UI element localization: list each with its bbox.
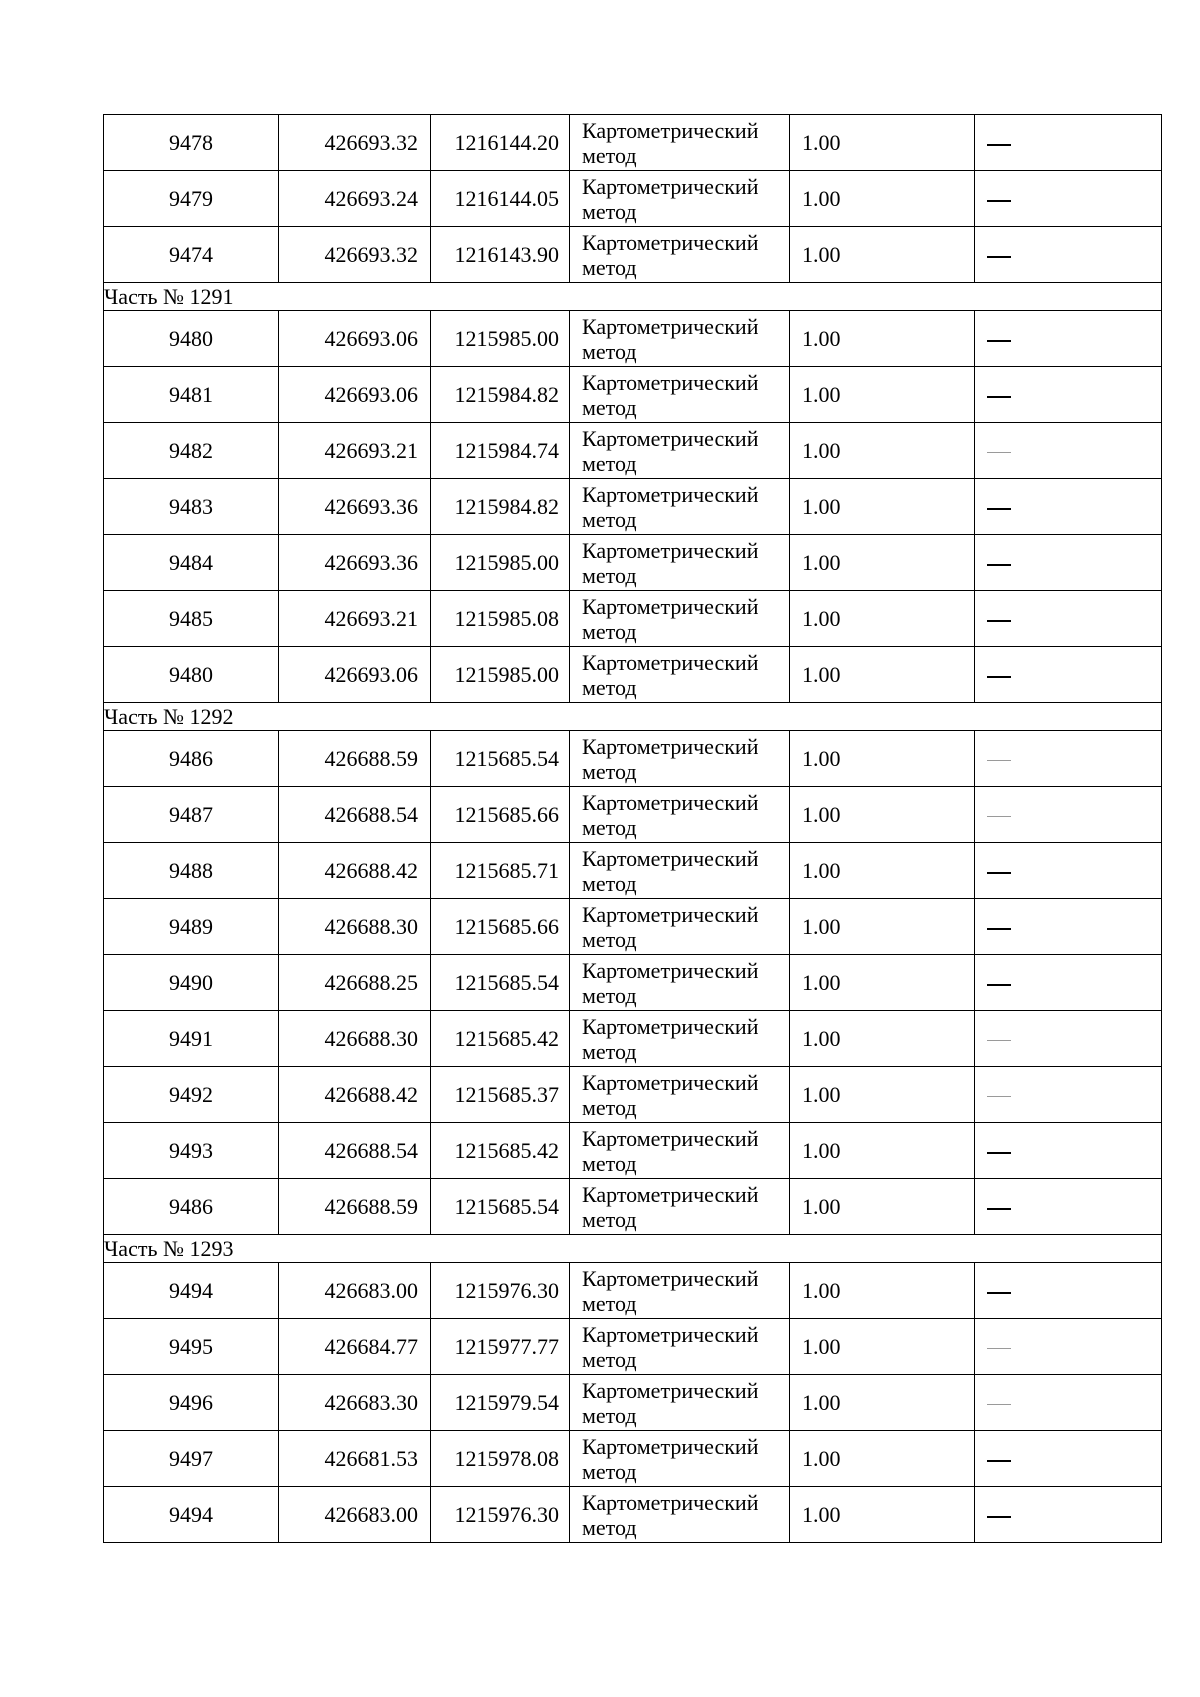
table-row (104, 423, 1162, 479)
table-row (104, 843, 1162, 899)
dash-mark (987, 1292, 1011, 1293)
table-row (104, 535, 1162, 591)
x-coordinate-cell: 426683.00 (279, 1487, 431, 1543)
accuracy-cell: 1.00 (790, 1263, 975, 1319)
method-cell: Картометрический метод (570, 535, 790, 591)
description-cell (975, 367, 1162, 423)
table-row (104, 1431, 1162, 1487)
x-coordinate-cell: 426693.06 (279, 367, 431, 423)
accuracy-cell: 1.00 (790, 1375, 975, 1431)
x-coordinate-cell: 426683.30 (279, 1375, 431, 1431)
dash-mark (987, 928, 1011, 929)
x-coordinate-cell: 426681.53 (279, 1431, 431, 1487)
accuracy-cell: 1.00 (790, 1319, 975, 1375)
point-number-cell: 9484 (104, 535, 279, 591)
point-number-cell: 9482 (104, 423, 279, 479)
table-row (104, 1067, 1162, 1123)
dash-mark (987, 816, 1011, 817)
accuracy-cell: 1.00 (790, 1431, 975, 1487)
description-cell (975, 227, 1162, 283)
section-row (104, 283, 1162, 311)
x-coordinate-cell: 426683.00 (279, 1263, 431, 1319)
coordinates-table-body (104, 115, 1162, 1543)
point-number-cell: 9495 (104, 1319, 279, 1375)
method-cell: Картометрический метод (570, 1319, 790, 1375)
dash-mark (987, 676, 1011, 677)
x-coordinate-cell: 426693.21 (279, 591, 431, 647)
accuracy-cell: 1.00 (790, 227, 975, 283)
point-number-cell: 9483 (104, 479, 279, 535)
description-cell (975, 1179, 1162, 1235)
accuracy-cell: 1.00 (790, 1487, 975, 1543)
method-cell: Картометрический метод (570, 479, 790, 535)
x-coordinate-cell: 426688.30 (279, 1011, 431, 1067)
dash-mark (987, 200, 1011, 201)
method-cell: Картометрический метод (570, 171, 790, 227)
y-coordinate-cell: 1215976.30 (431, 1263, 570, 1319)
point-number-cell: 9485 (104, 591, 279, 647)
y-coordinate-cell: 1216144.20 (431, 115, 570, 171)
method-cell: Картометрический метод (570, 1067, 790, 1123)
method-cell: Картометрический метод (570, 115, 790, 171)
y-coordinate-cell: 1215685.66 (431, 899, 570, 955)
accuracy-cell: 1.00 (790, 787, 975, 843)
x-coordinate-cell: 426693.06 (279, 311, 431, 367)
y-coordinate-cell: 1215985.08 (431, 591, 570, 647)
y-coordinate-cell: 1215685.71 (431, 843, 570, 899)
dash-mark (987, 872, 1011, 873)
point-number-cell: 9488 (104, 843, 279, 899)
y-coordinate-cell: 1215985.00 (431, 647, 570, 703)
point-number-cell: 9492 (104, 1067, 279, 1123)
accuracy-cell: 1.00 (790, 955, 975, 1011)
section-label: Часть № 1293 (104, 1235, 1162, 1263)
method-cell: Картометрический метод (570, 787, 790, 843)
x-coordinate-cell: 426688.59 (279, 731, 431, 787)
y-coordinate-cell: 1215685.54 (431, 955, 570, 1011)
point-number-cell: 9489 (104, 899, 279, 955)
description-cell (975, 591, 1162, 647)
accuracy-cell: 1.00 (790, 311, 975, 367)
description-cell (975, 171, 1162, 227)
dash-mark (987, 340, 1011, 341)
point-number-cell: 9481 (104, 367, 279, 423)
dash-mark (987, 1208, 1011, 1209)
accuracy-cell: 1.00 (790, 423, 975, 479)
x-coordinate-cell: 426688.59 (279, 1179, 431, 1235)
method-cell: Картометрический метод (570, 227, 790, 283)
description-cell (975, 1067, 1162, 1123)
y-coordinate-cell: 1215976.30 (431, 1487, 570, 1543)
point-number-cell: 9486 (104, 731, 279, 787)
accuracy-cell: 1.00 (790, 1011, 975, 1067)
description-cell (975, 955, 1162, 1011)
x-coordinate-cell: 426693.36 (279, 535, 431, 591)
description-cell (975, 115, 1162, 171)
description-cell (975, 1123, 1162, 1179)
accuracy-cell: 1.00 (790, 535, 975, 591)
accuracy-cell: 1.00 (790, 1067, 975, 1123)
x-coordinate-cell: 426684.77 (279, 1319, 431, 1375)
y-coordinate-cell: 1215685.54 (431, 731, 570, 787)
table-row (104, 591, 1162, 647)
point-number-cell: 9494 (104, 1263, 279, 1319)
dash-mark (987, 256, 1011, 257)
x-coordinate-cell: 426688.42 (279, 1067, 431, 1123)
section-label: Часть № 1291 (104, 283, 1162, 311)
description-cell (975, 1263, 1162, 1319)
table-row (104, 899, 1162, 955)
dash-mark (987, 984, 1011, 985)
y-coordinate-cell: 1215977.77 (431, 1319, 570, 1375)
point-number-cell: 9474 (104, 227, 279, 283)
point-number-cell: 9496 (104, 1375, 279, 1431)
y-coordinate-cell: 1216144.05 (431, 171, 570, 227)
x-coordinate-cell: 426693.32 (279, 227, 431, 283)
y-coordinate-cell: 1215978.08 (431, 1431, 570, 1487)
table-row (104, 1179, 1162, 1235)
method-cell: Картометрический метод (570, 367, 790, 423)
point-number-cell: 9497 (104, 1431, 279, 1487)
description-cell (975, 1319, 1162, 1375)
table-row (104, 1487, 1162, 1543)
y-coordinate-cell: 1215984.82 (431, 479, 570, 535)
y-coordinate-cell: 1215984.74 (431, 423, 570, 479)
method-cell: Картометрический метод (570, 1487, 790, 1543)
dash-mark (987, 1096, 1011, 1097)
table-row (104, 1011, 1162, 1067)
point-number-cell: 9480 (104, 647, 279, 703)
accuracy-cell: 1.00 (790, 367, 975, 423)
point-number-cell: 9486 (104, 1179, 279, 1235)
x-coordinate-cell: 426693.32 (279, 115, 431, 171)
method-cell: Картометрический метод (570, 591, 790, 647)
table-row (104, 1375, 1162, 1431)
table-row (104, 787, 1162, 843)
point-number-cell: 9491 (104, 1011, 279, 1067)
method-cell: Картометрический метод (570, 1375, 790, 1431)
description-cell (975, 731, 1162, 787)
point-number-cell: 9478 (104, 115, 279, 171)
method-cell: Картометрический метод (570, 899, 790, 955)
dash-mark (987, 144, 1011, 145)
y-coordinate-cell: 1215685.42 (431, 1123, 570, 1179)
method-cell: Картометрический метод (570, 311, 790, 367)
point-number-cell: 9487 (104, 787, 279, 843)
method-cell: Картометрический метод (570, 1431, 790, 1487)
y-coordinate-cell: 1216143.90 (431, 227, 570, 283)
dash-mark (987, 564, 1011, 565)
method-cell: Картометрический метод (570, 1179, 790, 1235)
x-coordinate-cell: 426688.42 (279, 843, 431, 899)
table-row (104, 367, 1162, 423)
y-coordinate-cell: 1215985.00 (431, 535, 570, 591)
y-coordinate-cell: 1215685.42 (431, 1011, 570, 1067)
description-cell (975, 311, 1162, 367)
dash-mark (987, 452, 1011, 453)
description-cell (975, 843, 1162, 899)
description-cell (975, 787, 1162, 843)
x-coordinate-cell: 426688.25 (279, 955, 431, 1011)
point-number-cell: 9479 (104, 171, 279, 227)
accuracy-cell: 1.00 (790, 171, 975, 227)
x-coordinate-cell: 426693.06 (279, 647, 431, 703)
description-cell (975, 647, 1162, 703)
x-coordinate-cell: 426693.36 (279, 479, 431, 535)
description-cell (975, 1011, 1162, 1067)
dash-mark (987, 1460, 1011, 1461)
table-row (104, 647, 1162, 703)
description-cell (975, 1431, 1162, 1487)
dash-mark (987, 1040, 1011, 1041)
y-coordinate-cell: 1215979.54 (431, 1375, 570, 1431)
accuracy-cell: 1.00 (790, 843, 975, 899)
x-coordinate-cell: 426688.54 (279, 1123, 431, 1179)
table-row (104, 955, 1162, 1011)
x-coordinate-cell: 426693.24 (279, 171, 431, 227)
table-row (104, 1319, 1162, 1375)
method-cell: Картометрический метод (570, 1011, 790, 1067)
point-number-cell: 9490 (104, 955, 279, 1011)
method-cell: Картометрический метод (570, 423, 790, 479)
y-coordinate-cell: 1215685.66 (431, 787, 570, 843)
accuracy-cell: 1.00 (790, 479, 975, 535)
accuracy-cell: 1.00 (790, 899, 975, 955)
table-row (104, 731, 1162, 787)
table-row (104, 1123, 1162, 1179)
x-coordinate-cell: 426688.54 (279, 787, 431, 843)
table-row (104, 171, 1162, 227)
y-coordinate-cell: 1215685.37 (431, 1067, 570, 1123)
dash-mark (987, 620, 1011, 621)
method-cell: Картометрический метод (570, 955, 790, 1011)
method-cell: Картометрический метод (570, 1123, 790, 1179)
dash-mark (987, 396, 1011, 397)
dash-mark (987, 1152, 1011, 1153)
point-number-cell: 9493 (104, 1123, 279, 1179)
dash-mark (987, 508, 1011, 509)
dash-mark (987, 1516, 1011, 1517)
table-row (104, 311, 1162, 367)
accuracy-cell: 1.00 (790, 115, 975, 171)
dash-mark (987, 1404, 1011, 1405)
accuracy-cell: 1.00 (790, 1179, 975, 1235)
table-row (104, 1263, 1162, 1319)
accuracy-cell: 1.00 (790, 1123, 975, 1179)
point-number-cell: 9480 (104, 311, 279, 367)
description-cell (975, 899, 1162, 955)
x-coordinate-cell: 426693.21 (279, 423, 431, 479)
description-cell (975, 535, 1162, 591)
description-cell (975, 1487, 1162, 1543)
description-cell (975, 1375, 1162, 1431)
dash-mark (987, 760, 1011, 761)
y-coordinate-cell: 1215985.00 (431, 311, 570, 367)
y-coordinate-cell: 1215685.54 (431, 1179, 570, 1235)
method-cell: Картометрический метод (570, 843, 790, 899)
description-cell (975, 423, 1162, 479)
description-cell (975, 479, 1162, 535)
section-row (104, 1235, 1162, 1263)
y-coordinate-cell: 1215984.82 (431, 367, 570, 423)
section-row (104, 703, 1162, 731)
point-number-cell: 9494 (104, 1487, 279, 1543)
dash-mark (987, 1348, 1011, 1349)
method-cell: Картометрический метод (570, 1263, 790, 1319)
section-label: Часть № 1292 (104, 703, 1162, 731)
accuracy-cell: 1.00 (790, 647, 975, 703)
coordinates-table (103, 114, 1162, 1543)
x-coordinate-cell: 426688.30 (279, 899, 431, 955)
accuracy-cell: 1.00 (790, 591, 975, 647)
table-row (104, 479, 1162, 535)
method-cell: Картометрический метод (570, 731, 790, 787)
method-cell: Картометрический метод (570, 647, 790, 703)
table-row (104, 227, 1162, 283)
table-row (104, 115, 1162, 171)
accuracy-cell: 1.00 (790, 731, 975, 787)
